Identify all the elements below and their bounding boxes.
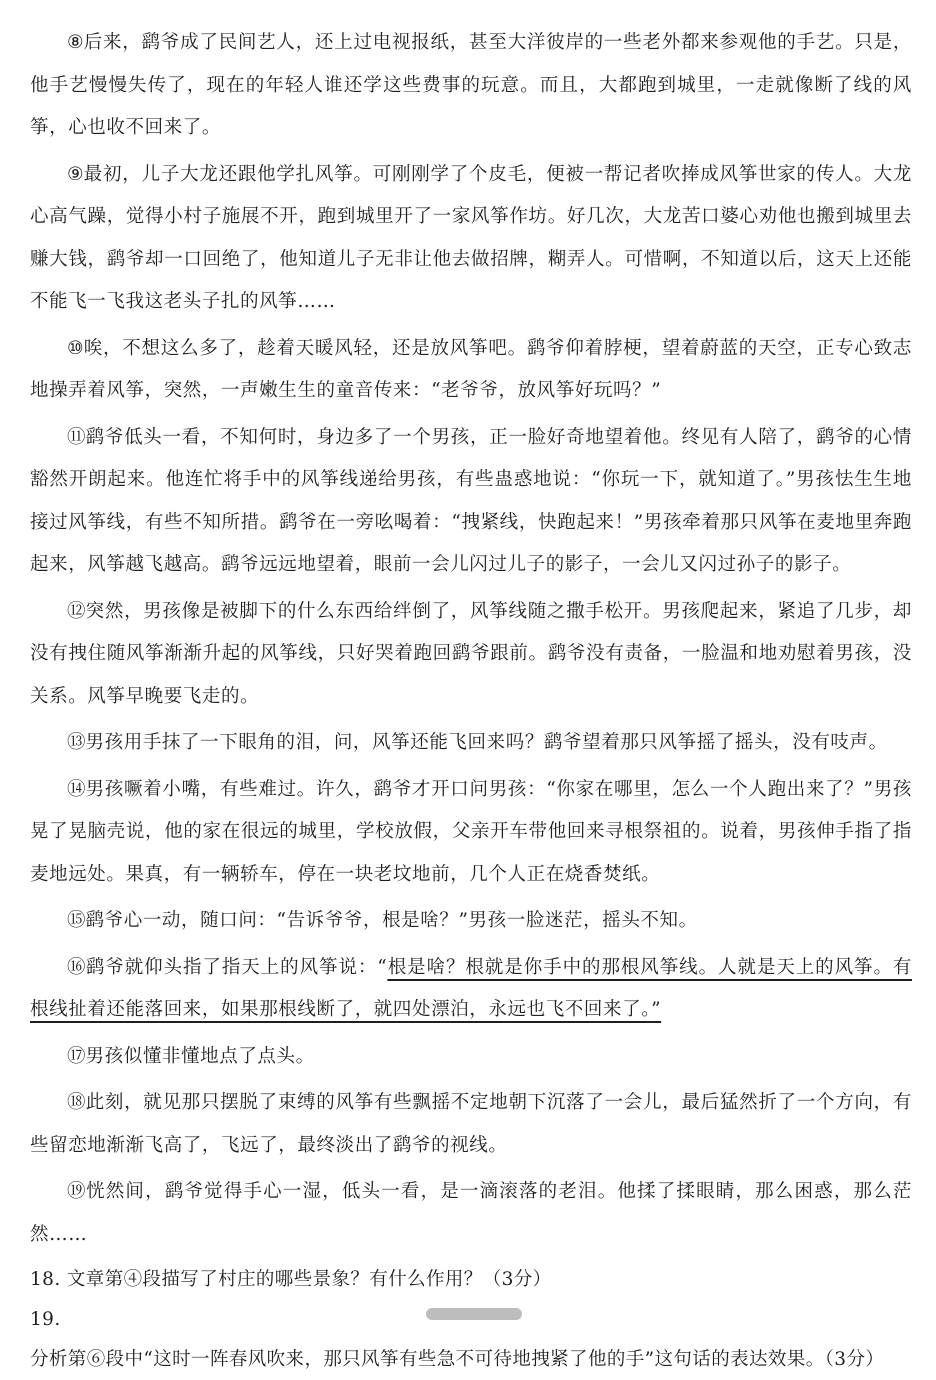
paragraph-number: ⑮	[67, 910, 86, 931]
scroll-indicator[interactable]	[426, 1308, 522, 1320]
paragraph-text: 恍然间，鹞爷觉得手心一湿，低头一看，是一滴滚落的老泪。他揉了揉眼睛，那么困惑，那么茫然……	[30, 1181, 912, 1245]
paragraph-text: 唉，不想这么多了，趁着天暖风轻，还是放风筝吧。鹞爷仰着脖梗，望着蔚蓝的天空，正专心致志地操弄着风筝，突然，一声嫩生生的童音传来：“老爷爷，放风筝好玩吗？”	[30, 337, 912, 401]
question-text: 分析第⑥段中“这时一阵春风吹来，那只风筝有些急不可待地拽紧了他的手”这句话的表达效果。（3分）	[30, 1349, 885, 1370]
paragraph-15	[30, 900, 912, 943]
paragraph-10	[30, 328, 912, 413]
paragraph-number: ⑧	[67, 32, 84, 53]
paragraph-13	[30, 722, 912, 765]
paragraph-number: ⑫	[67, 600, 86, 622]
question-text: 文章第④段描写了村庄的哪些景象？有什么作用？（3分）	[66, 1269, 552, 1290]
paragraph-9	[30, 154, 912, 324]
paragraph-number: ⑭	[67, 778, 86, 800]
paragraph-text: 鹞爷心一动，随口问：“告诉爷爷，根是啥？”男孩一脸迷茫，摇头不知。	[85, 910, 698, 931]
paragraph-number: ⑨	[67, 163, 84, 185]
paragraph-number: ⑩	[67, 337, 84, 359]
paragraph-text: 后来，鹞爷成了民间艺人，还上过电视报纸，甚至大洋彼岸的一些老外都来参观他的手艺。只是，他手艺慢慢失传了，现在的年轻人谁还学这些费事的玩意。而且，大都跑到城里，一走就像断了线的风筝，心也收不回来了。	[30, 32, 912, 138]
closing-quote: ”	[651, 999, 662, 1020]
paragraph-text: 最初，儿子大龙还跟他学扎风筝。可刚刚学了个皮毛，便被一帮记者吹捧成风筝世家的传人。大龙心高气躁，觉得小村子施展不开，跑到城里开了一家风筝作坊。好几次，大龙苦口婆心劝他也搬到城里去赚大钱，鹞爷却一口回绝了，他知道儿子无非让他去做招牌，糊弄人。可惜啊，不知道以后，这天上还能不能飞一飞我这老头子扎的风筝……	[30, 163, 912, 312]
paragraph-number: ⑰	[67, 1045, 86, 1067]
paragraph-11	[30, 417, 912, 587]
paragraph-text: 鹞爷就仰头指了指天上的风筝说：“	[85, 956, 388, 978]
paragraph-17	[30, 1036, 912, 1079]
paragraph-text: 男孩用手抹了一下眼角的泪，问，风筝还能飞回来吗？鹞爷望着那只风筝摇了摇头，没有吱声。	[85, 732, 888, 753]
paragraph-number: ⑪	[67, 426, 86, 448]
paragraph-number: ⑬	[67, 732, 86, 753]
paragraph-19	[30, 1171, 912, 1256]
underlined-sentence: 根是啥？根就是你手中的那根风筝线。人就是天上的风筝。有根线扯着还能落回来，如果那根线断了，就四处漂泊，永远也飞不回来了。	[30, 956, 913, 1020]
question-number: 18.	[30, 1269, 61, 1290]
paragraph-text: 鹞爷低头一看，不知何时，身边多了一个男孩，正一脸好奇地望着他。终见有人陪了，鹞爷的心情豁然开朗起来。他连忙将手中的风筝线递给男孩，有些蛊惑地说：“你玩一下，就知道了。”男孩怯生生地接过风筝线，有些不知所措。鹞爷在一旁吆喝着：“拽紧线，快跑起来！”男孩牵着那只风筝在麦地里奔跑起来，风筝越飞越高。鹞爷远远地望着，眼前一会儿闪过儿子的影子，一会儿又闪过孙子的影子。	[30, 426, 912, 575]
paragraph-text: 男孩噘着小嘴，有些难过。许久，鹞爷才开口问男孩：“你家在哪里，怎么一个人跑出来了？”男孩晃了晃脑壳说，他的家在很远的城里，学校放假，父亲开车带他回来寻根祭祖的。说着，男孩伸手指了指麦地远处。果真，有一辆轿车，停在一块老坟地前，几个人正在烧香焚纸。	[30, 778, 912, 885]
paragraph-number: ⑯	[67, 956, 86, 978]
paragraph-text: 男孩似懂非懂地点了点头。	[85, 1045, 315, 1067]
paragraph-14	[30, 769, 912, 897]
paragraph-12	[30, 591, 912, 719]
paragraph-18	[30, 1082, 912, 1167]
paragraph-number: ⑲	[67, 1181, 87, 1202]
paragraph-text: 此刻，就见那只摆脱了束缚的风筝有些飘摇不定地朝下沉落了一会儿，最后猛然折了一个方向，有些留恋地渐渐飞高了，飞远了，最终淡出了鹞爷的视线。	[30, 1092, 912, 1156]
paragraph-8	[30, 22, 912, 150]
paragraph-number: ⑱	[67, 1092, 86, 1113]
paragraph-16	[30, 947, 912, 1032]
question-18	[30, 1260, 912, 1300]
paragraph-text: 突然，男孩像是被脚下的什么东西给绊倒了，风筝线随之撒手松开。男孩爬起来，紧追了几步，却没有拽住随风筝渐渐升起的风筝线，只好哭着跑回鹞爷跟前。鹞爷没有责备，一脸温和地劝慰着男孩，没关系。风筝早晚要飞走的。	[30, 600, 912, 707]
question-number: 19.	[30, 1309, 61, 1330]
